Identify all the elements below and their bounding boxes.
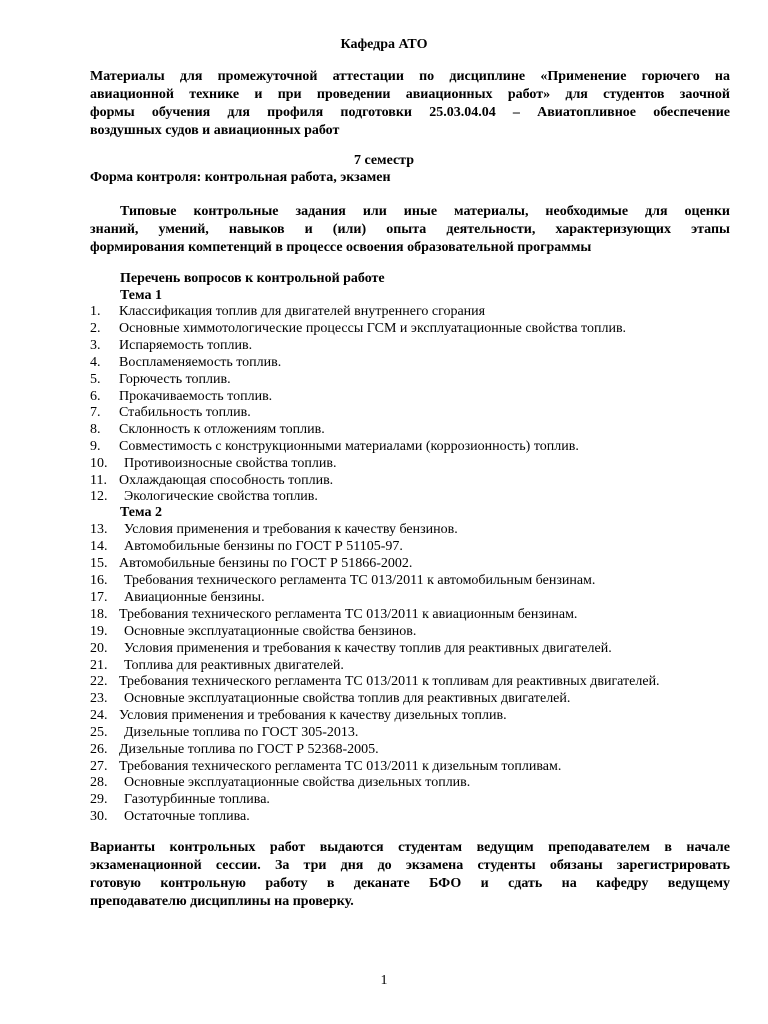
question-text: Классификация топлив для двигателей внутреннего сгорания — [119, 304, 486, 319]
intro-line: формы обучения для профиля подготовки 25.03.04.04 – Авиатопливное обеспечение — [90, 105, 730, 120]
question-text: Дизельные топлива по ГОСТ Р 52368-2005. — [119, 742, 379, 757]
question-text: Авиационные бензины. — [124, 590, 265, 605]
department-title: Кафедра АТО — [340, 37, 428, 52]
typical-tasks-paragraph — [90, 203, 730, 257]
question-number: 14. — [90, 539, 108, 554]
page-number: 1 — [380, 973, 388, 988]
question-text: Автомобильные бензины по ГОСТ Р 51105-97. — [124, 539, 403, 554]
question-text: Стабильность топлив. — [119, 405, 251, 420]
question-number: 25. — [90, 725, 108, 740]
question-text: Прокачиваемость топлив. — [119, 389, 273, 404]
question-number: 11. — [90, 473, 107, 488]
question-number: 8. — [90, 422, 101, 437]
question-number: 7. — [90, 405, 101, 420]
question-number: 28. — [90, 775, 108, 790]
question-text: Газотурбинные топлива. — [124, 792, 270, 807]
question-number: 30. — [90, 809, 108, 824]
question-number: 18. — [90, 607, 108, 622]
closing-line: готовую контрольную работу в деканате БФО и сдать на кафедру ведущему — [90, 876, 730, 891]
topic-1-heading: Тема 1 — [120, 288, 162, 303]
closing-paragraph — [90, 839, 730, 911]
typical-line: Типовые контрольные задания или иные материалы, необходимые для оценки — [120, 204, 730, 219]
closing-line: экзаменационной сессии. За три дня до экзамена студенты обязаны зарегистрировать — [90, 858, 730, 873]
question-text: Автомобильные бензины по ГОСТ Р 51866-2002. — [119, 556, 413, 571]
closing-line: преподавателю дисциплины на проверку. — [90, 894, 354, 909]
question-number: 17. — [90, 590, 108, 605]
question-text: Требования технического регламента ТС 013/2011 к авиационным бензинам. — [119, 607, 578, 622]
question-number: 6. — [90, 389, 101, 404]
question-text: Дизельные топлива по ГОСТ 305-2013. — [124, 725, 359, 740]
question-text: Совместимость с конструкционными материалами (коррозионность) топлив. — [119, 439, 579, 454]
question-number: 4. — [90, 355, 101, 370]
question-number: 15. — [90, 556, 108, 571]
question-text: Остаточные топлива. — [124, 809, 250, 824]
intro-line: авиационной технике и при проведении авиационных работ» для студентов заочной — [90, 87, 730, 102]
question-text: Склонность к отложениям топлив. — [119, 422, 325, 437]
question-text: Противоизносные свойства топлив. — [124, 456, 337, 471]
question-number: 3. — [90, 338, 101, 353]
question-number: 27. — [90, 759, 108, 774]
question-text: Требования технического регламента ТС 013/2011 к дизельным топливам. — [119, 759, 562, 774]
question-text: Основные химмотологические процессы ГСМ и эксплуатационные свойства топлив. — [119, 321, 627, 336]
question-text: Требования технического регламента ТС 013/2011 к автомобильным бензинам. — [124, 573, 596, 588]
closing-line: Варианты контрольных работ выдаются студентам ведущим преподавателем в начале — [90, 840, 730, 855]
question-text: Основные эксплуатационные свойства топлив для реактивных двигателей. — [124, 691, 571, 706]
question-text: Охлаждающая способность топлив. — [119, 473, 334, 488]
question-number: 26. — [90, 742, 108, 757]
intro-line: Материалы для промежуточной аттестации по дисциплине «Применение горючего на — [90, 69, 730, 84]
question-text: Воспламеняемость топлив. — [119, 355, 282, 370]
question-number: 9. — [90, 439, 101, 454]
question-number: 5. — [90, 372, 101, 387]
question-number: 16. — [90, 573, 108, 588]
question-text: Основные эксплуатационные свойства дизельных топлив. — [124, 775, 471, 790]
topic-2-heading: Тема 2 — [120, 505, 162, 520]
question-number: 10. — [90, 456, 108, 471]
question-number: 12. — [90, 489, 108, 504]
intro-paragraph — [90, 68, 730, 140]
question-number: 13. — [90, 522, 108, 537]
question-text: Требования технического регламента ТС 013/2011 к топливам для реактивных двигателей. — [119, 674, 660, 689]
question-text: Экологические свойства топлив. — [124, 489, 318, 504]
control-form: Форма контроля: контрольная работа, экзамен — [90, 170, 391, 185]
question-number: 24. — [90, 708, 108, 723]
question-text: Испаряемость топлив. — [119, 338, 253, 353]
question-text: Условия применения и требования к качеству топлив для реактивных двигателей. — [124, 641, 612, 656]
question-number: 1. — [90, 304, 101, 319]
question-number: 29. — [90, 792, 108, 807]
question-number: 19. — [90, 624, 108, 639]
question-number: 20. — [90, 641, 108, 656]
typical-line: знаний, умений, навыков и (или) опыта деятельности, характеризующих этапы — [90, 222, 730, 237]
typical-line: формирования компетенций в процессе освоения образовательной программы — [90, 240, 592, 255]
question-text: Условия применения и требования к качеству дизельных топлив. — [119, 708, 507, 723]
question-number: 23. — [90, 691, 108, 706]
questions-list-title: Перечень вопросов к контрольной работе — [120, 271, 385, 286]
question-number: 22. — [90, 674, 108, 689]
question-text: Условия применения и требования к качеству бензинов. — [124, 522, 458, 537]
question-text: Топлива для реактивных двигателей. — [124, 658, 344, 673]
intro-line: воздушных судов и авиационных работ — [90, 123, 340, 138]
question-text: Горючесть топлив. — [119, 372, 231, 387]
question-text: Основные эксплуатационные свойства бензинов. — [124, 624, 417, 639]
semester-heading: 7 семестр — [353, 153, 415, 168]
question-number: 21. — [90, 658, 108, 673]
question-number: 2. — [90, 321, 101, 336]
